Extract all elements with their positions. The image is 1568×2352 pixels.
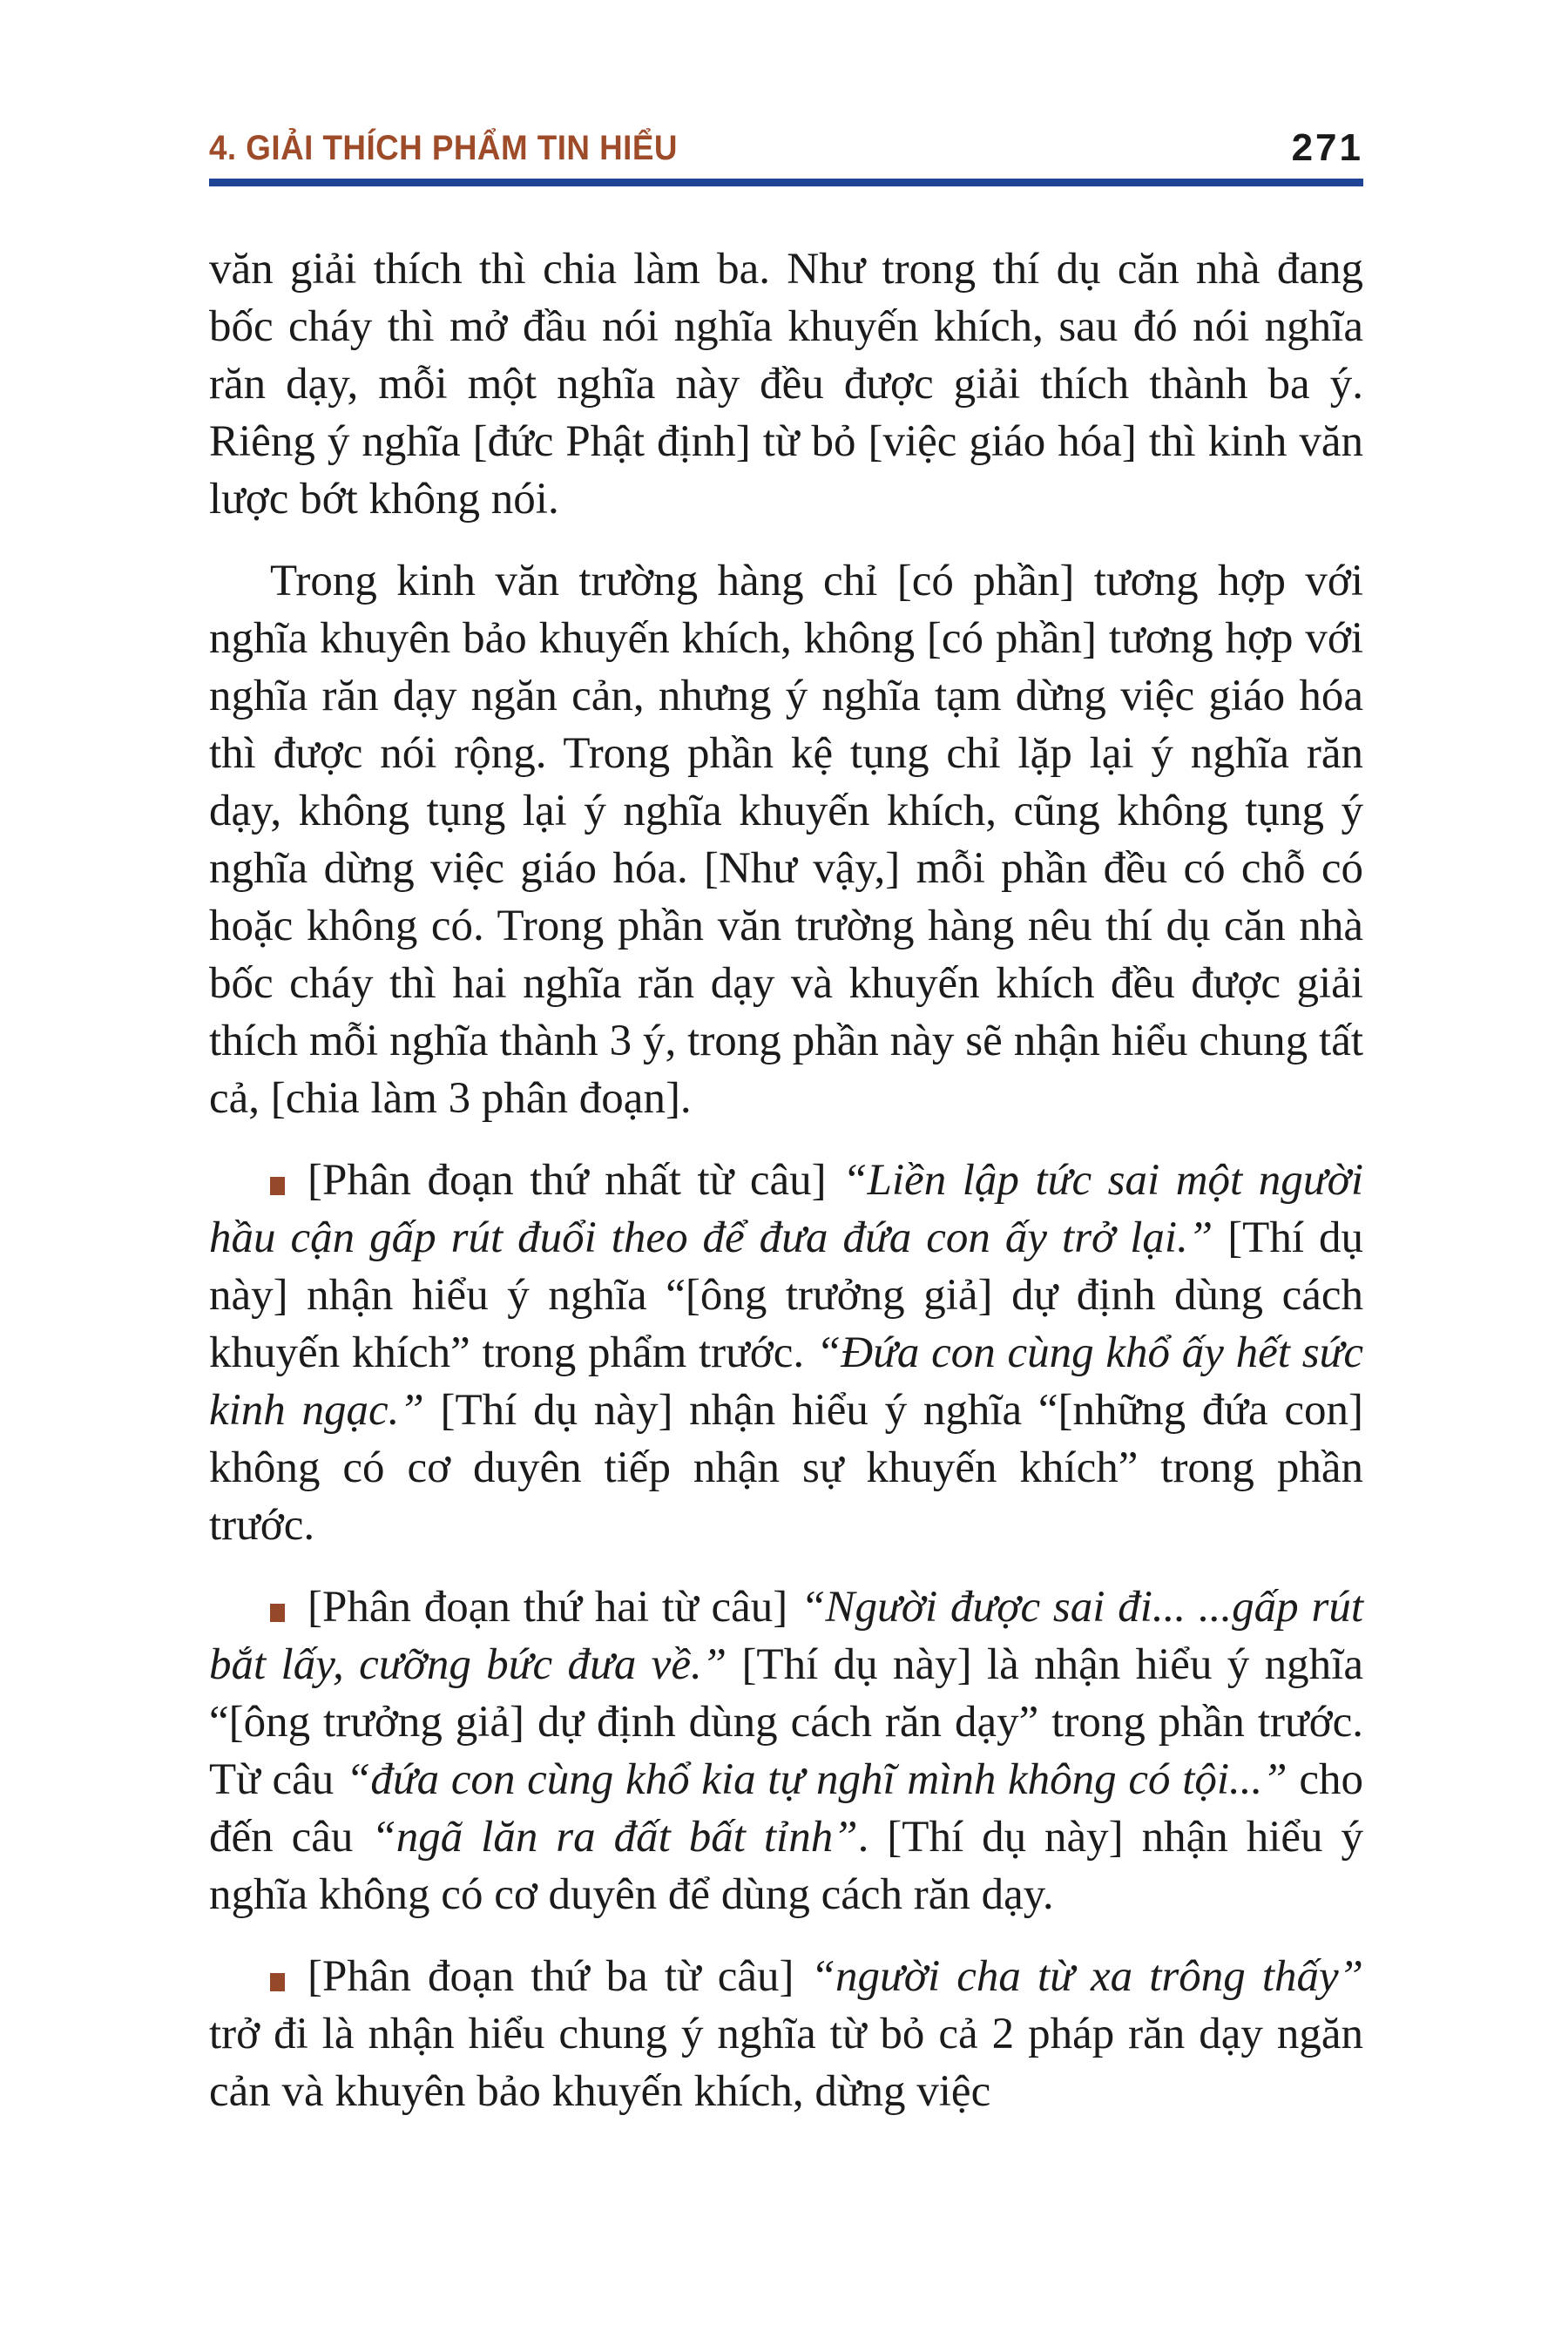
commentary-text: [Phân đoạn thứ hai từ câu]: [308, 1583, 801, 1632]
bullet-square-icon: [270, 1604, 285, 1622]
commentary-text: [Phân đoạn thứ ba từ câu]: [308, 1952, 811, 2001]
quoted-sutra-text: “Đứa con cùng khổ ấy hết sức kinh ngạc.”: [209, 1328, 1363, 1435]
commentary-text: [Thí dụ này] nhận hiểu ý nghĩa “[ông trưởng giả] dự định dùng cách khuyến khích” trong phẩm trước.: [209, 1213, 1363, 1377]
commentary-text: trở đi là nhận hiểu chung ý nghĩa từ bỏ cả 2 pháp răn dạy ngăn cản và khuyên bảo khuyến khích, dừng việc: [209, 2010, 1363, 2116]
chapter-title: 4. GIẢI THÍCH PHẨM TIN HIỂU: [209, 129, 678, 167]
bullet-paragraph: [209, 1578, 1363, 1923]
bullet-square-icon: [270, 1973, 285, 1991]
page-number: 271: [1291, 126, 1363, 169]
quoted-sutra-text: “Người được sai đi... ...gấp rút bắt lấy, cưỡng bức đưa về.”: [209, 1583, 1363, 1689]
commentary-text: [Thí dụ này] nhận hiểu ý nghĩa “[những đứa con] không có cơ duyên tiếp nhận sự khuyến khích” trong phần trước.: [209, 1386, 1363, 1550]
commentary-text: [Thí dụ này] là nhận hiểu ý nghĩa “[ông trưởng giả] dự định dùng cách răn dạy” trong phần trước. Từ câu: [209, 1640, 1363, 1804]
commentary-text: cho đến câu: [209, 1755, 1363, 1862]
bullet-square-icon: [270, 1177, 285, 1195]
quoted-sutra-text: “Liền lập tức sai một người hầu cận gấp rút đuổi theo để đưa đứa con ấy trở lại.”: [209, 1156, 1363, 1262]
commentary-text: . [Thí dụ này] nhận hiểu ý nghĩa không có cơ duyên để dùng cách răn dạy.: [209, 1813, 1363, 1919]
page-header: [209, 126, 1363, 169]
header-rule: [209, 179, 1363, 186]
commentary-text: Trong kinh văn trường hàng chỉ [có phần] tương hợp với nghĩa khuyên bảo khuyến khích, không [có phần] tương hợp với nghĩa răn dạy ngăn cản, nhưng ý nghĩa tạm dừng việc giáo hóa thì được nói rộng. Trong phần kệ tụng chỉ lặp lại ý nghĩa răn dạy, không tụng lại ý nghĩa khuyến khích, cũng không tụng ý nghĩa dừng việc giáo hóa. [Như vậy,] mỗi phần đều có chỗ có hoặc không có. Trong phần văn trường hàng nêu thí dụ căn nhà bốc cháy thì hai nghĩa răn dạy và khuyến khích đều được giải thích mỗi nghĩa thành 3 ý, trong phần này sẽ nhận hiểu chung tất cả, [chia làm 3 phân đoạn].: [209, 557, 1363, 1123]
bullet-paragraph: [209, 1152, 1363, 1554]
quoted-sutra-text: “người cha từ xa trông thấy”: [810, 1952, 1364, 2001]
bullet-paragraph: [209, 1948, 1363, 2120]
commentary-text: văn giải thích thì chia làm ba. Như trong thí dụ căn nhà đang bốc cháy thì mở đầu nói nghĩa khuyến khích, sau đó nói nghĩa răn dạy, mỗi một nghĩa này đều được giải thích thành ba ý. Riêng ý nghĩa [đức Phật định] từ bỏ [việc giáo hóa] thì kinh văn lược bớt không nói.: [209, 245, 1363, 524]
body-text: [209, 240, 1363, 2120]
commentary-text: [Phân đoạn thứ nhất từ câu]: [308, 1156, 843, 1205]
quoted-sutra-text: “đứa con cùng khổ kia tự nghĩ mình không có tội...”: [345, 1755, 1300, 1804]
paragraph: [209, 240, 1363, 528]
paragraph: [209, 552, 1363, 1127]
quoted-sutra-text: “ngã lăn ra đất bất tỉnh”: [371, 1813, 858, 1862]
